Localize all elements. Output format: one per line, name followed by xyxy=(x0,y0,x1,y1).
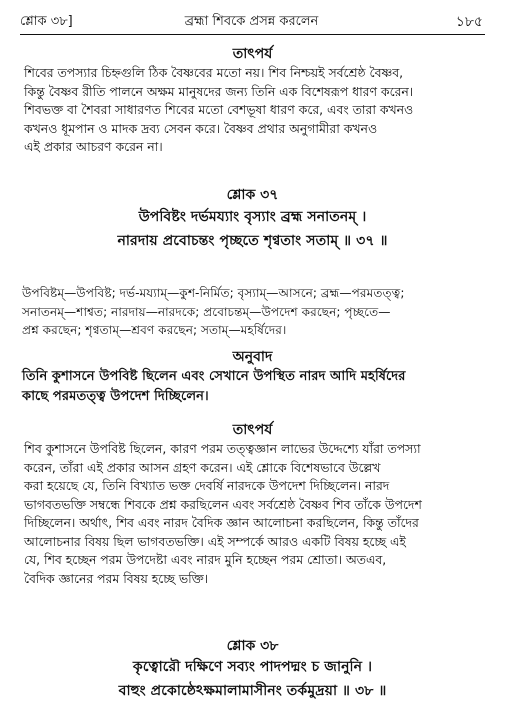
text-line: করেন, তাঁরা এই প্রকার আসন গ্রহণ করেন। এই শ্লোকে বিশেষভাবে উল্লেখ xyxy=(24,459,381,475)
synonym-line: প্রশ্ন করছেন; শৃণ্বতাম্—শ্রবণ করছেন; সতাম্—মহর্ষিদের। xyxy=(22,323,287,337)
page-number: ১৮৫ xyxy=(455,14,483,30)
verse-line: উপবিষ্টং দর্ভময্যাং বৃস্যাং ব্রহ্ম সনাতনম্ । xyxy=(138,209,367,225)
text-line: শিব কুশাসনে উপবিষ্ট ছিলেন, কারণ পরম তত্ত্বজ্ঞান লাভের উদ্দেশ্যে যাঁরা তপস্যা xyxy=(24,441,421,456)
text-line: যে, শিব হচ্ছেন পরম উপদেষ্টা এবং নারদ মুনি হচ্ছেন পরম শ্রোতা। অতএব, xyxy=(24,552,387,567)
verse-line: কৃত্বোরৌ দক্ষিণে সব্যং পাদপদ্মং চ জানুনি । xyxy=(132,659,373,675)
verse-heading: শ্লোক ৩৮ xyxy=(226,638,279,654)
text-line: দিচ্ছিলেন। অর্থাৎ, শিব এবং নারদ বৈদিক জ্ঞান আলোচনা করছিলেন, কিন্তু তাঁদের xyxy=(24,515,419,530)
synonyms xyxy=(22,284,483,340)
verse-reference: শ্লোক ৩৮] xyxy=(20,14,73,29)
synonym-line: সনাতনম্—শাশ্বত; নারদায়—নারদকে; প্রবোচন্তম্—উপদেশ করছেন; পৃচ্ছতে— xyxy=(22,304,391,319)
text-line: করা হয়েছে যে, তিনি বিখ্যাত ভক্ত দেবর্ষি নারদকে উপদেশ দিচ্ছিলেন। নারদ xyxy=(24,478,390,493)
text-line: শিবভক্ত বা শৈবরা সাধারণত শিবের মতো বেশভূষা ধারণ করে, এবং তারা কখনও xyxy=(24,102,414,117)
verse-line: বাহুং প্রকোষ্ঠেঽক্ষমালামাসীনং তর্কমুদ্রয়া ॥ ৩৮ ॥ xyxy=(118,683,387,699)
text-line: শিবের তপস্যার চিহ্নগুলি ঠিক বৈষ্ণবের মতো নয়। শিব নিশ্চয়ই সর্বশ্রেষ্ঠ বৈষ্ণব, xyxy=(24,65,404,80)
purport-title: তাৎপর্য xyxy=(232,46,273,62)
text-line: এই প্রকার আচরণ করেন না। xyxy=(24,139,163,154)
translation-title: অনুবাদ xyxy=(232,349,273,365)
verse-text xyxy=(40,205,465,253)
purport-paragraph xyxy=(24,440,483,588)
verse-line: নারদায় প্রবোচন্তং পৃচ্ছতে শৃণ্বতাং সতাম্ ॥ ৩৭ ॥ xyxy=(117,233,388,249)
synonym-line: উপবিষ্টম্—উপবিষ্ট; দর্ভ-ময্যাম্—কুশ-নির্মিত; বৃস্যাম্—আসনে; ব্রহ্ম—পরমতত্ত্ব; xyxy=(22,286,405,300)
purport-paragraph xyxy=(24,64,483,157)
text-line: আলোচনার বিষয় ছিল ভাগবতভক্তি। এই সম্পর্কে আরও একটি বিষয় হচ্ছে এই xyxy=(24,533,406,549)
running-header xyxy=(20,10,483,32)
translation-line: তিনি কুশাসনে উপবিষ্ট ছিলেন এবং সেখানে উপস্থিত নারদ আদি মহর্ষিদের xyxy=(22,369,406,384)
text-line: বৈদিক জ্ঞানের পরম বিষয় হচ্ছে ভক্তি। xyxy=(24,570,209,586)
text-line: কখনও ধূমপান ও মাদক দ্রব্য সেবন করে। বৈষ্ণব প্রথার অনুগামীরা কখনও xyxy=(24,120,378,136)
chapter-title: ব্রহ্মা শিবকে প্রসন্ন করলেন xyxy=(184,14,319,29)
header-rule xyxy=(20,34,485,35)
verse-heading: শ্লোক ৩৭ xyxy=(226,187,279,203)
text-line: ভাগবতভক্তি সম্বন্ধে শিবকে প্রশ্ন করছিলেন এবং সর্বশ্রেষ্ঠ বৈষ্ণব শিব তাঁকে উপদেশ xyxy=(24,496,422,512)
purport-title: তাৎপর্য xyxy=(232,422,273,438)
verse-text xyxy=(40,655,465,703)
text-line: কিন্তু বৈষ্ণব রীতি পালনে অক্ষম মানুষদের জন্য তিনি এক বিশেষরূপ ধারণ করেন। xyxy=(24,83,414,99)
translation xyxy=(22,367,483,406)
translation-line: কাছে পরমতত্ত্ব উপদেশ দিচ্ছিলেন। xyxy=(22,388,209,404)
